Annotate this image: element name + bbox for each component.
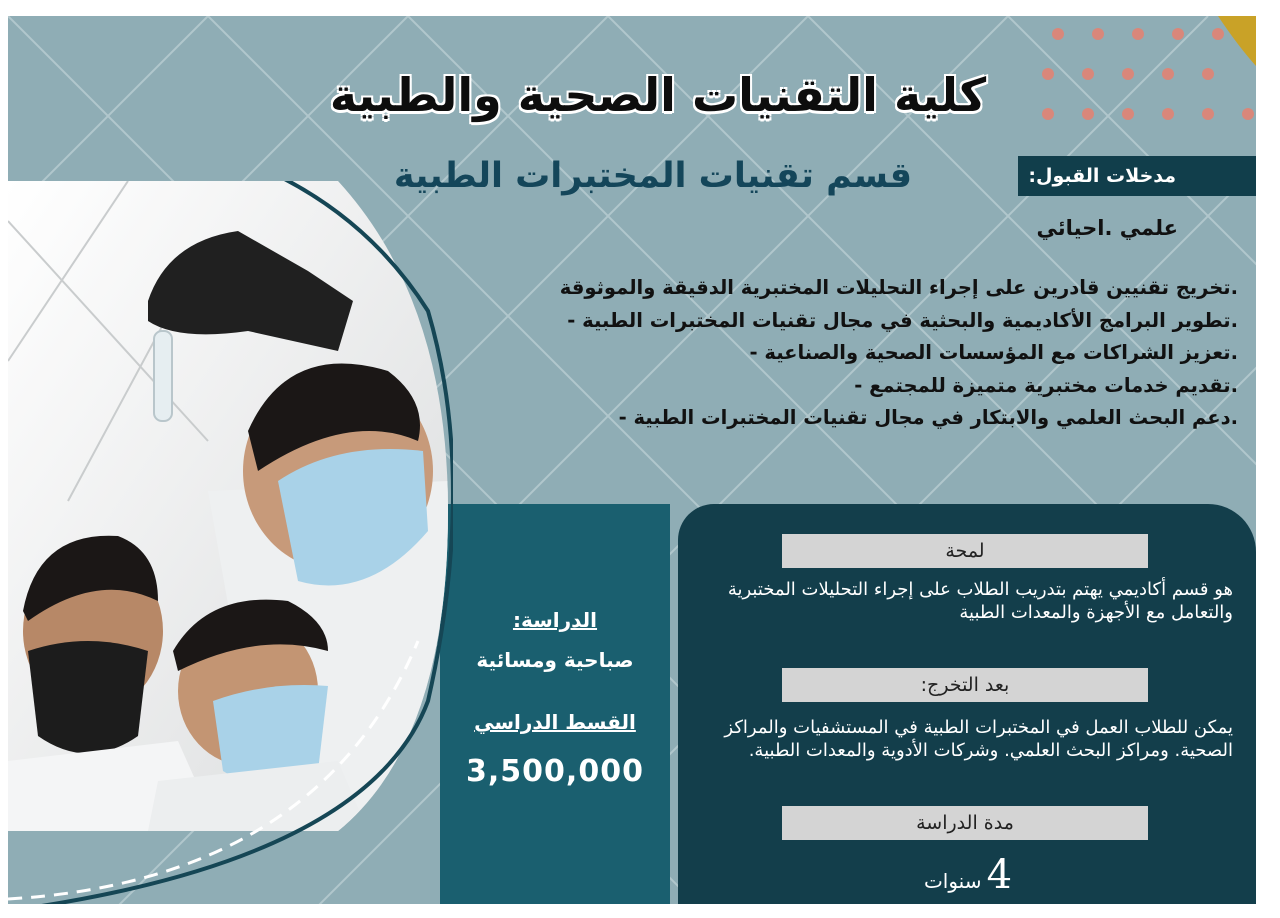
after-graduation-label: بعد التخرج: xyxy=(782,668,1148,702)
admission-label: مدخلات القبول: xyxy=(1018,156,1256,196)
duration-label: مدة الدراسة xyxy=(782,806,1148,840)
goal-item: .تقديم خدمات مختبرية متميزة للمجتمع - xyxy=(854,373,1238,397)
dot-pattern-decoration xyxy=(1038,26,1256,126)
department-title: قسم تقنيات المختبرات الطبية xyxy=(393,156,913,196)
after-graduation-text: يمكن للطلاب العمل في المختبرات الطبية في المستشفيات والمراكز الصحية. ومراكز البحث العلمي. وشركات الأدوية والمعدات الطبية. xyxy=(724,717,1233,761)
admission-value: علمي .احيائي xyxy=(1036,216,1178,240)
overview-text: هو قسم أكاديمي يهتم بتدريب الطلاب على إجراء التحليلات المختبرية والتعامل مع الأجهزة والمعدات الطبية xyxy=(727,579,1233,623)
duration-value xyxy=(888,852,1048,898)
goal-item: .تطوير البرامج الأكاديمية والبحثية في مجال تقنيات المختبرات الطبية - xyxy=(567,308,1238,332)
poster xyxy=(8,16,1256,904)
fee-label: القسط الدراسي xyxy=(474,710,636,734)
college-title: كلية التقنيات الصحية والطبية xyxy=(329,68,987,122)
duration-number: 4 xyxy=(986,852,1013,898)
fee-value: 3,500,000 xyxy=(466,754,644,789)
lab-students-photo xyxy=(8,181,453,904)
study-value: صباحية ومسائية xyxy=(476,648,634,672)
duration-unit: سنوات xyxy=(923,869,982,893)
goals-list xyxy=(458,272,1238,435)
study-label: الدراسة: xyxy=(512,608,598,632)
goal-item: .تعزيز الشراكات مع المؤسسات الصحية والصناعية - xyxy=(749,341,1238,364)
study-info-panel xyxy=(440,504,670,904)
goal-item: .دعم البحث العلمي والابتكار في مجال تقنيات المختبرات الطبية - xyxy=(618,406,1238,429)
overview-label: لمحة xyxy=(782,534,1148,568)
goal-item: .تخريج تقنيين قادرين على إجراء التحليلات المختبرية الدقيقة والموثوقة xyxy=(559,276,1238,299)
